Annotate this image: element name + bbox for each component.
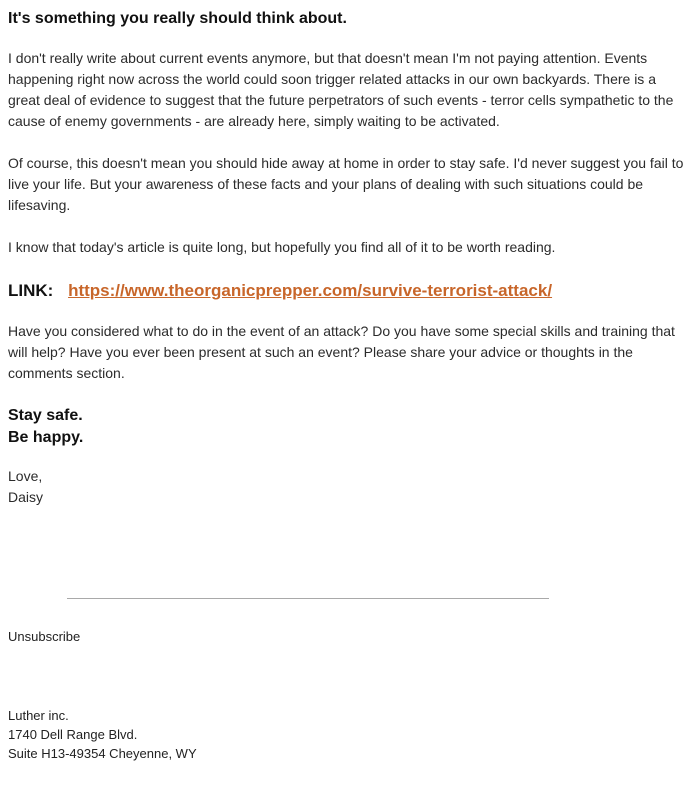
footer-divider <box>67 598 549 599</box>
signoff-love: Love, <box>8 468 43 484</box>
closing-line-stay-safe: Stay safe. <box>8 407 83 424</box>
closing-block <box>8 405 686 449</box>
company-address <box>8 706 197 763</box>
address-company: Luther inc. <box>8 708 69 723</box>
article-note-paragraph: I know that today's article is quite long, but hopefully you find all of it to be worth reading. <box>8 239 556 255</box>
email-content <box>8 8 686 508</box>
signoff-block <box>8 466 686 508</box>
article-link[interactable]: https://www.theorganicprepper.com/survive-terrorist-attack/ <box>68 281 553 300</box>
email-heading: It's something you really should think about. <box>8 10 347 27</box>
signoff-name: Daisy <box>8 489 44 505</box>
intro-paragraph: I don't really write about current events anymore, but that doesn't mean I'm not paying attention. Events happening right now across the world could soon trigger related attacks in our own backyards. There is a great deal of evidence to suggest that the future perpetrators of such events - terror cells sympathetic to the cause of enemy governments - are already here, simply waiting to be activated. <box>8 50 674 129</box>
address-street: 1740 Dell Range Blvd. <box>8 727 138 742</box>
link-label: LINK: <box>8 281 54 300</box>
unsubscribe-link[interactable]: Unsubscribe <box>8 629 81 644</box>
article-link-line <box>8 279 686 302</box>
advice-paragraph: Of course, this doesn't mean you should hide away at home in order to stay safe. I'd never suggest you fail to live your life. But your awareness of these facts and your plans of dealing with such situations could be lifesaving. <box>8 155 684 213</box>
address-suite-city: Suite H13-49354 Cheyenne, WY <box>8 746 197 761</box>
closing-line-be-happy: Be happy. <box>8 429 84 446</box>
question-paragraph: Have you considered what to do in the event of an attack? Do you have some special skills and training that will help? Have you ever been present at such an event? Please share your advice or thoughts in the comments section. <box>8 323 675 381</box>
